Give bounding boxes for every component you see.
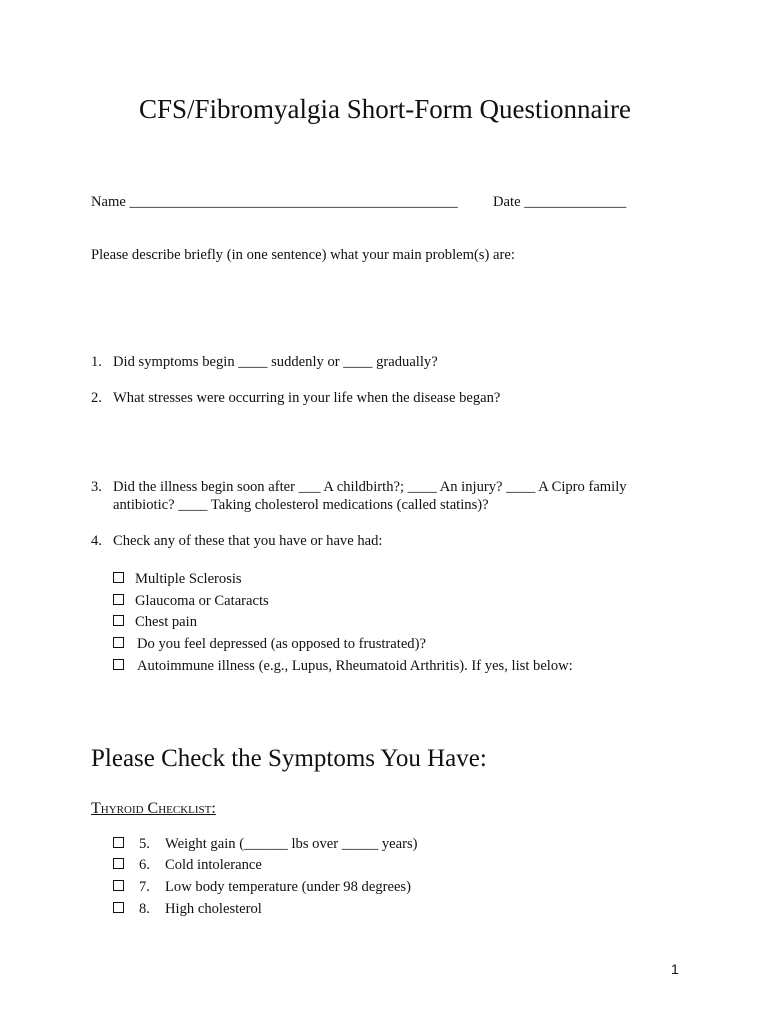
question-2 [91, 390, 500, 407]
question-3-continued: antibiotic? ____ Taking cholesterol medications (called statins)? [113, 497, 489, 513]
thyroid-item[interactable] [113, 857, 262, 874]
item-number: 8. [139, 901, 150, 917]
item-number: 7. [139, 879, 150, 895]
checkbox-icon[interactable] [113, 572, 124, 583]
question-3 [91, 479, 627, 496]
check-item[interactable] [113, 593, 269, 610]
item-number: 5. [139, 836, 150, 852]
item-label: Cold intolerance [165, 857, 262, 873]
question-number: 1. [91, 354, 102, 370]
item-label: Weight gain (______ lbs over _____ years) [165, 836, 418, 852]
checkbox-icon[interactable] [113, 637, 124, 648]
question-text: Check any of these that you have or have had: [113, 533, 383, 549]
date-field-line[interactable]: Date ______________ [493, 194, 627, 210]
check-item[interactable] [113, 658, 573, 675]
question-text: Did symptoms begin ____ suddenly or ____ gradually? [113, 354, 438, 370]
check-item[interactable] [113, 614, 197, 631]
describe-prompt: Please describe briefly (in one sentence) what your main problem(s) are: [91, 247, 515, 263]
checkbox-icon[interactable] [113, 615, 124, 626]
question-number: 3. [91, 479, 102, 495]
item-number: 6. [139, 857, 150, 873]
check-item-label: Chest pain [135, 614, 198, 630]
name-field-line[interactable]: Name _____________________________________________ [91, 194, 458, 210]
question-number: 2. [91, 390, 102, 406]
item-label: Low body temperature (under 98 degrees) [165, 879, 411, 895]
check-item-label: Multiple Sclerosis [135, 571, 242, 587]
checkbox-icon[interactable] [113, 880, 124, 891]
check-item[interactable] [113, 571, 242, 588]
checkbox-icon[interactable] [113, 659, 124, 670]
symptoms-heading: Please Check the Symptoms You Have: [91, 745, 487, 772]
question-text: What stresses were occurring in your life when the disease began? [113, 390, 501, 406]
item-label: High cholesterol [165, 901, 262, 917]
thyroid-item[interactable] [113, 901, 262, 918]
question-1 [91, 354, 438, 371]
checkbox-icon[interactable] [113, 837, 124, 848]
check-item-label: Autoimmune illness (e.g., Lupus, Rheumatoid Arthritis). If yes, list below: [137, 658, 573, 674]
document-title: CFS/Fibromyalgia Short-Form Questionnaire [139, 94, 631, 124]
page-number: 1 [671, 961, 679, 977]
checkbox-icon[interactable] [113, 594, 124, 605]
question-number: 4. [91, 533, 102, 549]
thyroid-item[interactable] [113, 879, 411, 896]
checkbox-icon[interactable] [113, 902, 124, 913]
thyroid-item[interactable] [113, 836, 418, 853]
checkbox-icon[interactable] [113, 858, 124, 869]
question-4 [91, 533, 383, 550]
check-item-label: Do you feel depressed (as opposed to frustrated)? [137, 636, 426, 652]
check-item[interactable] [113, 636, 426, 653]
thyroid-checklist-heading: Thyroid Checklist: [91, 800, 216, 817]
check-item-label: Glaucoma or Cataracts [135, 593, 269, 609]
question-text: Did the illness begin soon after ___ A childbirth?; ____ An injury? ____ A Cipro family [113, 479, 627, 495]
